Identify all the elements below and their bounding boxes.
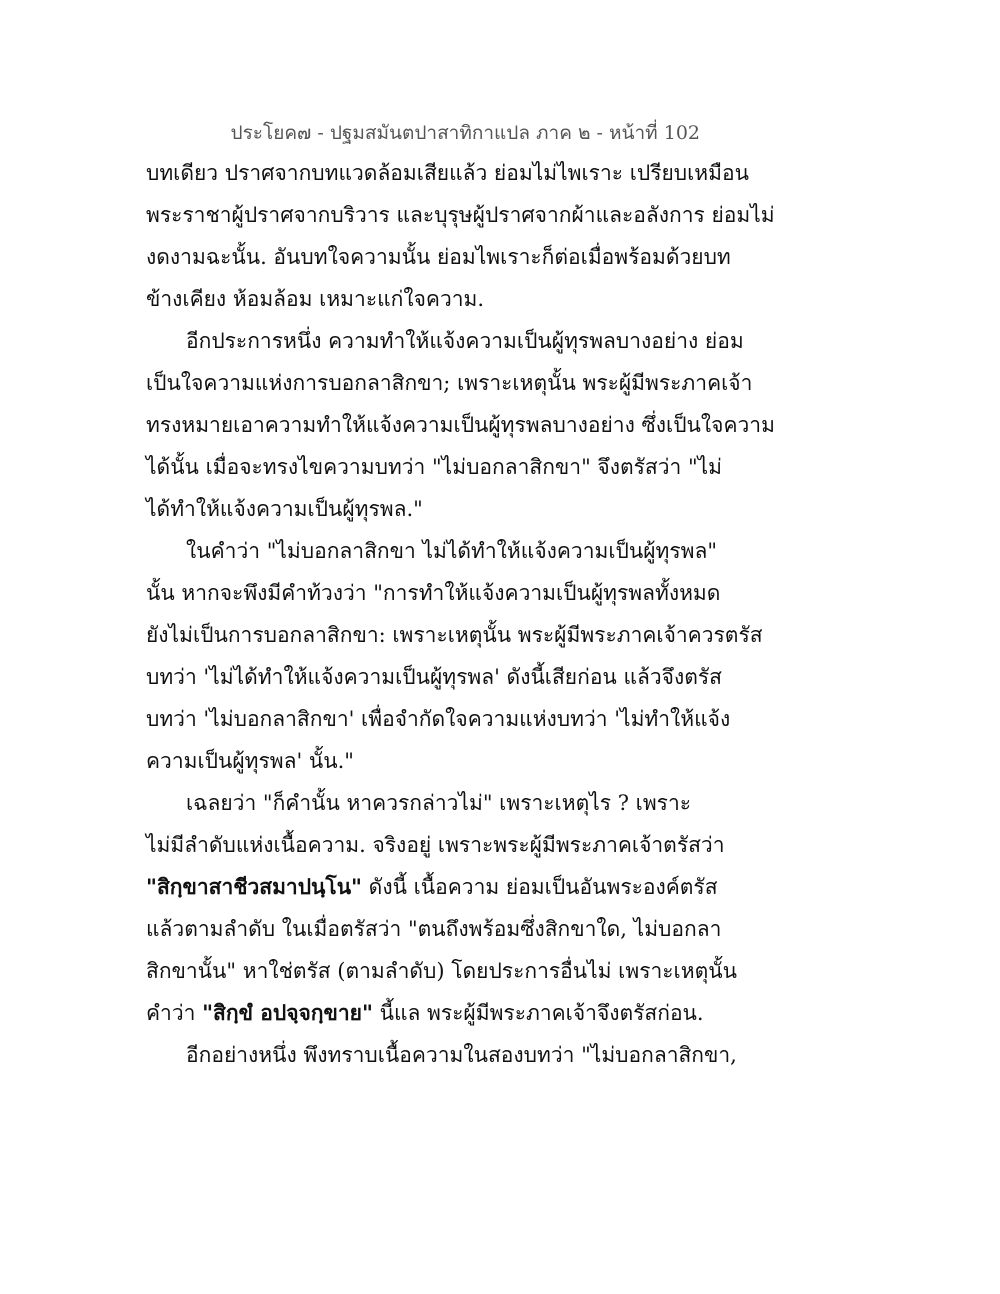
text-segment: อีกอย่างหนึ่ง พึงทราบเนื้อความในสองบทว่า "ไม่บอกลาสิกขา, xyxy=(186,1043,737,1067)
text-line xyxy=(146,152,749,194)
text-segment: เฉลยว่า "ก็คำนั้น หาควรกล่าวไม่" เพราะเหตุไร ? เพราะ xyxy=(186,791,692,815)
text-segment: ในคำว่า "ไม่บอกลาสิกขา ไม่ได้ทำให้แจ้งความเป็นผู้ทุรพล" xyxy=(186,539,718,563)
text-segment: พระราชาผู้ปราศจากบริวาร และบุรุษผู้ปราศจากผ้าและอลังการ ย่อมไม่ xyxy=(146,203,775,227)
text-segment: บทว่า 'ไม่ได้ทำให้แจ้งความเป็นผู้ทุรพล' ดังนี้เสียก่อน แล้วจึงตรัส xyxy=(146,665,722,689)
text-line xyxy=(146,530,718,572)
text-segment: บทเดียว ปราศจากบทแวดล้อมเสียแล้ว ย่อมไม่ไพเราะ เปรียบเหมือน xyxy=(146,161,749,185)
text-segment: เป็นใจความแห่งการบอกลาสิกขา; เพราะเหตุนั้น พระผู้มีพระภาคเจ้า xyxy=(146,371,753,395)
text-line xyxy=(146,362,753,404)
text-segment: ได้ทำให้แจ้งความเป็นผู้ทุรพล." xyxy=(146,497,423,521)
text-segment: บทว่า 'ไม่บอกลาสิกขา' เพื่อจำกัดใจความแห่งบทว่า 'ไม่ทำให้แจ้ง xyxy=(146,707,731,731)
text-line xyxy=(146,278,706,320)
text-line xyxy=(146,1034,737,1076)
text-line xyxy=(146,740,706,782)
text-line xyxy=(146,194,775,236)
text-line xyxy=(146,992,706,1034)
text-segment: ทรงหมายเอาความทำให้แจ้งความเป็นผู้ทุรพลบางอย่าง ซึ่งเป็นใจความ xyxy=(146,413,775,437)
text-segment: ความเป็นผู้ทุรพล' นั้น." xyxy=(146,749,354,773)
body-text xyxy=(146,152,775,1076)
bold-pali-term: "สิกฺขํ อปจฺจกฺขาย" xyxy=(202,1000,373,1025)
text-line xyxy=(146,824,725,866)
text-line xyxy=(146,656,722,698)
text-segment: อีกประการหนึ่ง ความทำให้แจ้งความเป็นผู้ทุรพลบางอย่าง ย่อม xyxy=(186,329,744,353)
text-segment: สิกขานั้น" หาใช่ตรัส (ตามลำดับ) โดยประการอื่นไม่ เพราะเหตุนั้น xyxy=(146,959,737,983)
text-line xyxy=(146,446,723,488)
text-segment: งดงามฉะนั้น. อันบทใจความนั้น ย่อมไพเราะก็ต่อเมื่อพร้อมด้วยบท xyxy=(146,245,731,269)
text-line xyxy=(146,866,718,908)
text-segment: นั้น หากจะพึงมีคำท้วงว่า "การทำให้แจ้งความเป็นผู้ทุรพลทั้งหมด xyxy=(146,581,721,605)
text-segment: ดังนี้ เนื้อความ ย่อมเป็นอันพระองค์ตรัส xyxy=(362,875,718,899)
running-header: ประโยค๗ - ปฐมสมันตปาสาทิกาแปล ภาค ๒ - หน้าที่ 102 xyxy=(230,122,700,144)
text-segment: นี้แล พระผู้มีพระภาคเจ้าจึงตรัสก่อน. xyxy=(372,1001,704,1025)
text-line xyxy=(146,320,744,362)
text-segment: ได้นั้น เมื่อจะทรงไขความบทว่า "ไม่บอกลาสิกขา" จึงตรัสว่า "ไม่ xyxy=(146,455,723,479)
text-segment: แล้วตามลำดับ ในเมื่อตรัสว่า "ตนถึงพร้อมซึ่งสิกขาใด, ไม่บอกลา xyxy=(146,917,722,941)
text-segment: ข้างเคียง ห้อมล้อม เหมาะแก่ใจความ. xyxy=(146,287,485,311)
bold-pali-term: "สิกฺขาสาชีวสมาปนฺโน" xyxy=(146,874,362,899)
text-line xyxy=(146,782,706,824)
text-segment: ไม่มีลำดับแห่งเนื้อความ. จริงอยู่ เพราะพระผู้มีพระภาคเจ้าตรัสว่า xyxy=(146,833,725,857)
text-segment: คำว่า xyxy=(146,1001,203,1025)
text-line xyxy=(146,614,763,656)
text-segment: ยังไม่เป็นการบอกลาสิกขา: เพราะเหตุนั้น พระผู้มีพระภาคเจ้าควรตรัส xyxy=(146,623,763,647)
text-line xyxy=(146,698,731,740)
text-line xyxy=(146,908,722,950)
text-line xyxy=(146,236,731,278)
text-line xyxy=(146,950,737,992)
text-line xyxy=(146,488,706,530)
text-line xyxy=(146,404,775,446)
text-line xyxy=(146,572,721,614)
